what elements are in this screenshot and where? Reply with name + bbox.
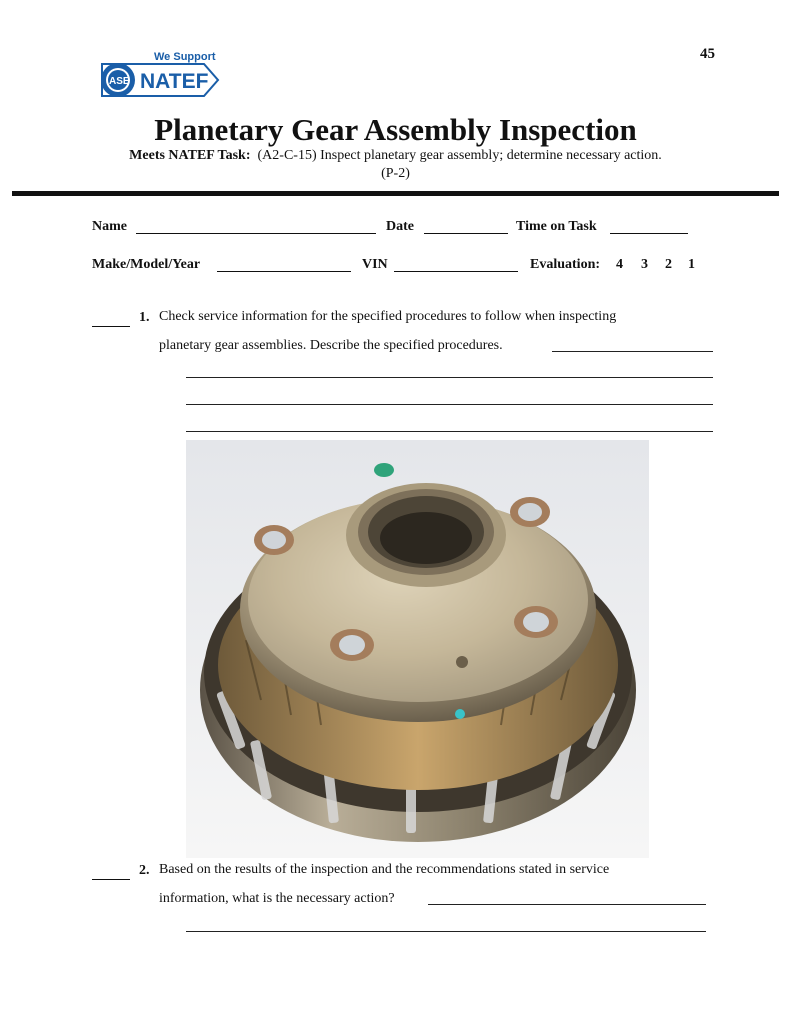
evaluation-label: Evaluation: [530,257,601,272]
time-on-task-field[interactable] [610,219,688,234]
question-2-line-1: Based on the results of the inspection and the recommendations stated in service [159,862,610,877]
logo-top-text: We Support [154,51,216,63]
evaluation-score-3[interactable]: 3 [641,257,648,272]
time-on-task-label: Time on Task [516,219,597,234]
question-1-answer-line-2[interactable] [186,404,713,405]
task-description: (A2-C-15) Inspect planetary gear assembly; determine necessary action. [257,148,662,163]
header-rule [12,191,779,196]
evaluation-score-4[interactable]: 4 [616,257,623,272]
vin-label: VIN [362,257,388,272]
question-1-line-2: planetary gear assemblies. Describe the specified procedures. [159,338,503,353]
question-1-number: 1. [139,310,150,325]
evaluation-score-2[interactable]: 2 [665,257,672,272]
natef-task-line [0,148,791,164]
logo-badge-text: ASE [109,76,130,87]
question-2-answer-line-0[interactable] [428,904,706,905]
page-title: Planetary Gear Assembly Inspection [154,112,637,147]
question-2-answer-line-1[interactable] [186,931,706,932]
evaluation-score-1[interactable]: 1 [688,257,695,272]
question-2-number: 2. [139,863,150,878]
name-label: Name [92,219,127,234]
logo-main-text: NATEF [140,70,209,93]
make-model-year-label: Make/Model/Year [92,257,201,272]
question-1-answer-line-0[interactable] [552,351,713,352]
question-1-answer-line-1[interactable] [186,377,713,378]
question-1-answer-line-3[interactable] [186,431,713,432]
make-model-year-field[interactable] [217,257,351,272]
question-2-check-blank[interactable] [92,865,130,880]
question-1-line-1: Check service information for the specified procedures to follow when inspecting [159,309,617,324]
date-label: Date [386,219,414,234]
vin-field[interactable] [394,257,518,272]
planetary-gear-photo [186,440,649,858]
date-field[interactable] [424,219,508,234]
natef-logo [96,44,226,106]
task-label: Meets NATEF Task: [129,148,251,163]
question-1-check-blank[interactable] [92,312,130,327]
name-field[interactable] [136,219,376,234]
question-2-line-2: information, what is the necessary action? [159,891,395,906]
page-number: 45 [700,46,715,62]
task-priority: (P-2) [381,166,410,181]
